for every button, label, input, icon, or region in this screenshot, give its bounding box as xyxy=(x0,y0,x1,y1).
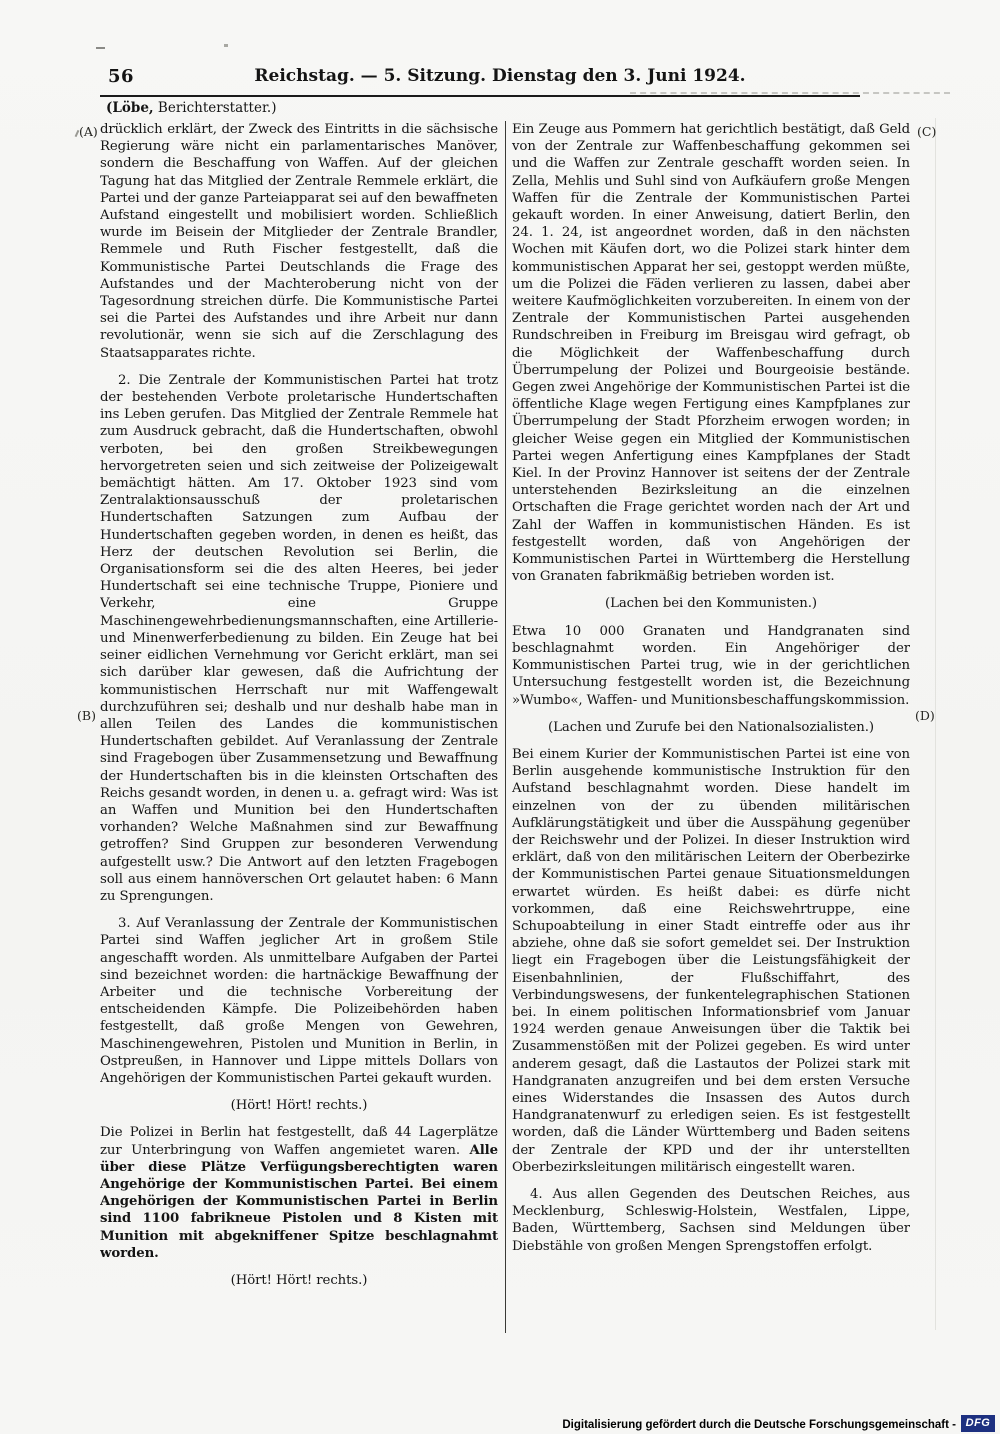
interjection-hoert-1: (Hört! Hört! rechts.) xyxy=(230,1098,368,1114)
margin-marker-d: (D) xyxy=(915,708,935,723)
header-rule xyxy=(100,95,860,97)
paragraph-kurier-instruktion: Bei einem Kurier der Kommunistischen Partei ist eine von Berlin ausgehende kommunistische Instruktion für den Aufstand beschlagnahmt worden. Diese handelt im einzelnen von der zu übenden militärischen Aufklärungstätigkeit und über die Ausspähung gegenüber der Reichswehr und der Polizei. In dieser Instruktion wird erklärt, daß von den militärischen Leitern der Oberbezirke der Kommunistischen Partei genaue Situationsmeldungen erwartet würden. Es heißt dabei: es dürfe nicht vorkommen, daß eine Reichswehrtruppe, eine Schupoabteilung in einer Stadt eintreffe oder aus ihr abziehe, ohne daß sie sofort gemeldet sei. Der Instruktion liegt ein Fragebogen über die Leistungsfähigkeit der Eisenbahnlinien, der Flußschiffahrt, des Verbindungswesens, der funkentelegraphischen Stationen bei. In einem politischen Informationsbrief vom Januar 1924 werden genaue Anweisungen über die Taktik bei Zusammenstößen mit der Polizei gegeben. Es wird unter anderem gesagt, daß die Lastautos der Polizei stark mit Handgranaten anzugreifen und bei dem ersten Versuche eines Widerstandes die Insassen des Autos durch Handgranatenwurf zu erledigen seien. Es ist festgestellt worden, daß die Länder Württemberg und Baden seitens der Zentrale der KPD und der ihr unterstellten Oberbezirksleitungen militärisch eingestellt waren. xyxy=(512,746,910,1175)
margin-marker-c: (C) xyxy=(917,124,937,139)
right-column xyxy=(512,121,910,1265)
speaker-note xyxy=(106,100,277,116)
margin-marker-b: (B) xyxy=(77,708,96,723)
dfg-logo: DFG xyxy=(961,1415,995,1432)
header-rule-scan-artifact xyxy=(630,92,950,94)
paragraph-witness-pommern: Ein Zeuge aus Pommern hat gerichtlich bestätigt, daß Geld von der Zentrale zur Waffenbeschaffung gekommen sei und die Waffen zur Zentrale geschafft worden seien. In Zella, Mehlis und Suhl sind von Aufkäufern große Mengen Waffen für die Zentrale der Kommunistischen Partei gekauft worden. In einer Anweisung, datiert Berlin, den 24. 1. 24, ist angeordnet worden, daß in den nächsten Wochen mit Käufen dort, wo die Polizei stark hinter dem kommunistischen Apparat her sei, gestoppt werden müßte, um die Polizei die Fäden verlieren zu lassen, dabei aber weitere Kaufmöglichkeiten vorzubereiten. In einem von der Zentrale der Kommunistischen Partei ausgehenden Rundschreiben in Freiburg im Breisgau wird gefragt, ob die Möglichkeit der Waffenbeschaffung durch Überrumpelung der Polizei und Bourgeoisie bestände. Gegen zwei Angehörige der Kommunistischen Partei ist die öffentliche Klage wegen Fertigung eines Kampfplanes zur Überrumpelung der Stadt Pforzheim erwogen worden; in gleicher Weise gegen ein Mitglied der Kommunistischen Partei wegen Anfertigung eines Kampfplanes der Stadt Kiel. In der Provinz Hannover ist seitens der der Zentrale unterstehenden Bezirksleitung an die einzelnen Ortschaften die Frage gerichtet worden nach der Art und Zahl der Waffen in kommunistischen Händen. Es ist festgestellt worden, daß von Angehörigen der Kommunistischen Partei in Württemberg die Herstellung von Granaten fabrikmäßig betrieben worden ist. xyxy=(512,122,910,585)
interjection-hoert-2: (Hört! Hört! rechts.) xyxy=(230,1273,368,1288)
digitisation-credit: Digitalisierung gefördert durch die Deutsche Forschungsgemeinschaft - xyxy=(562,1419,956,1431)
column-divider-rule xyxy=(505,121,506,1333)
paragraph-granaten: Etwa 10 000 Granaten und Handgranaten sind beschlagnahmt worden. Ein Angehöriger der Kommunistischen Partei trug, wie in der gerichtlichen Untersuchung festgestellt worden ist, die Bezeichnung »Wumbo«, Waffen- und Munitionsbeschaffungskommission. xyxy=(512,623,910,708)
scan-artifact-speck xyxy=(224,44,228,47)
paragraph-continuation-a: drücklich erklärt, der Zweck des Eintritts in die sächsische Regierung wäre nicht ein parlamentarisches Manöver, sondern die Beschaffung von Waffen. Auf der gleichen Tagung hat das Mitglied der Zentrale Remmele erklärt, die Partei und der ganze Parteiapparat sei auf den bewaffneten Aufstand eingestellt und mobilisiert worden. Schließlich wurde im Beisein der Mitglieder der Zentrale Brandler, Remmele und Ruth Fischer festgestellt, daß die Kommunistische Partei Deutschlands die Frage des Aufstandes und der Machteroberung nicht von der Tagesordnung streichen dürfe. Die Kommunistische Partei sei die Partei des Aufstandes und ihre Arbeit nur dann revolutionär, wenn sie sich auf die Zerschlagung des Staatsapparates richte. xyxy=(100,122,499,361)
interjection-lachen-kommunisten: (Lachen bei den Kommunisten.) xyxy=(605,596,817,612)
text-columns xyxy=(100,121,910,1333)
margin-marker-a: (A) xyxy=(79,124,98,139)
paragraph-point-3: 3. Auf Veranlassung der Zentrale der Kommunistischen Partei sind Waffen jeglicher Art in großem Stile angeschafft worden. Als unmittelbare Aufgaben der Partei sind bezeichnet worden: die hartnäckige Bewaffnung der Arbeiter und die technische Vorbereitung der entscheidenden Kämpfe. Die Polizeibehörden haben festgestellt, daß große Mengen von Gewehren, Maschinengewehren, Pistolen und Munition in Berlin, in Ostpreußen, in Hannover und Lippe mittels Dollars von Angehörigen der Kommunistischen Partei gekauft wurden. xyxy=(100,916,498,1086)
speaker-name: (Löbe, xyxy=(106,100,154,116)
left-column xyxy=(100,121,498,1299)
footer-bar xyxy=(0,1410,1000,1434)
paragraph-point-2: 2. Die Zentrale der Kommunistischen Partei hat trotz der bestehenden Verbote proletarische Hundertschaften ins Leben gerufen. Das Mitglied der Zentrale Remmele hat zum Ausdruck gebracht, daß die Hundertschaften, obwohl verboten, bei den großen Streikbewegungen hervorgetreten seien und sich zeitweise der Polizeigewalt bemächtigt hätten. Am 17. Oktober 1923 sind vom Zentralaktionsausschuß der proletarischen Hundertschaften Satzungen zum Aufbau der Hundertschaften gegeben worden, in denen es heißt, das Herz der deutschen Revolution sei Berlin, die Organisationsform sei die des alten Heeres, bei jeder Hundertschaft sei eine technische Truppe, Pioniere und Verkehr, eine Gruppe Maschinengewehrbedienungsmannschaften, eine Artillerie- und Minenwerferbedienung zu bilden. Ein Zeuge hat bei seiner eidlichen Vernehmung vor Gericht erklärt, man sei sich darüber klar gewesen, daß die Aufrichtung der kommunistischen Herrschaft nur mit Waffengewalt durchzuführen sei; deshalb und nur deshalb habe man in allen Teilen des Landes die kommunistischen Hundertschaften gebildet. Auf Veranlassung der Zentrale sind Fragebogen über Zusammensetzung und Bewaffnung der Hundertschaften bis in die kleinsten Ortschaften des Reichs gesandt worden, in denen u. a. gefragt wird: Was ist an Waffen und Munition bei den Hundertschaften vorhanden? Welche Maßnahmen sind zur Bewaffnung getroffen? Sind Gruppen zur besonderen Verwendung aufgestellt usw.? Die Antwort auf den letzten Fragebogen soll aus einem hannöverschen Ort gelautet haben: 6 Mann zu Sprengungen. xyxy=(100,372,498,904)
paragraph-point-4: 4. Aus allen Gegenden des Deutschen Reiches, aus Mecklenburg, Schleswig-Holstein, Westfalen, Lippe, Baden, Württemberg, Sachsen sind Meldungen über Diebstähle von großen Mengen Sprengstoffen erfolgt. xyxy=(512,1186,910,1254)
paragraph-police-berlin xyxy=(100,1124,498,1262)
interjection-lachen-nationalsozialisten: (Lachen und Zurufe bei den Nationalsozialisten.) xyxy=(548,719,874,735)
speaker-role: Berichterstatter.) xyxy=(153,100,277,116)
running-title: Reichstag. — 5. Sitzung. Dienstag den 3. Juni 1924. xyxy=(254,66,746,86)
paragraph-police-berlin-lead: Die Polizei in Berlin hat festgestellt, daß 44 Lagerplätze zur Unterbringung von Waffen angemietet waren. xyxy=(100,1125,498,1158)
page-number: 56 xyxy=(108,66,135,87)
scan-artifact-dash xyxy=(96,47,105,49)
paragraph-police-berlin-emphasis: Alle über diese Plätze Verfügungsberechtigten waren Angehörige der Kommunistischen Partei. Bei einem Angehörigen der Kommunistischen Partei in Berlin sind 1100 fabrikneue Pistolen und 8 Kisten mit Munition mit abgekniffener Spitze beschlagnahmt worden. xyxy=(100,1142,498,1261)
scan-artifact-line xyxy=(935,118,936,1330)
